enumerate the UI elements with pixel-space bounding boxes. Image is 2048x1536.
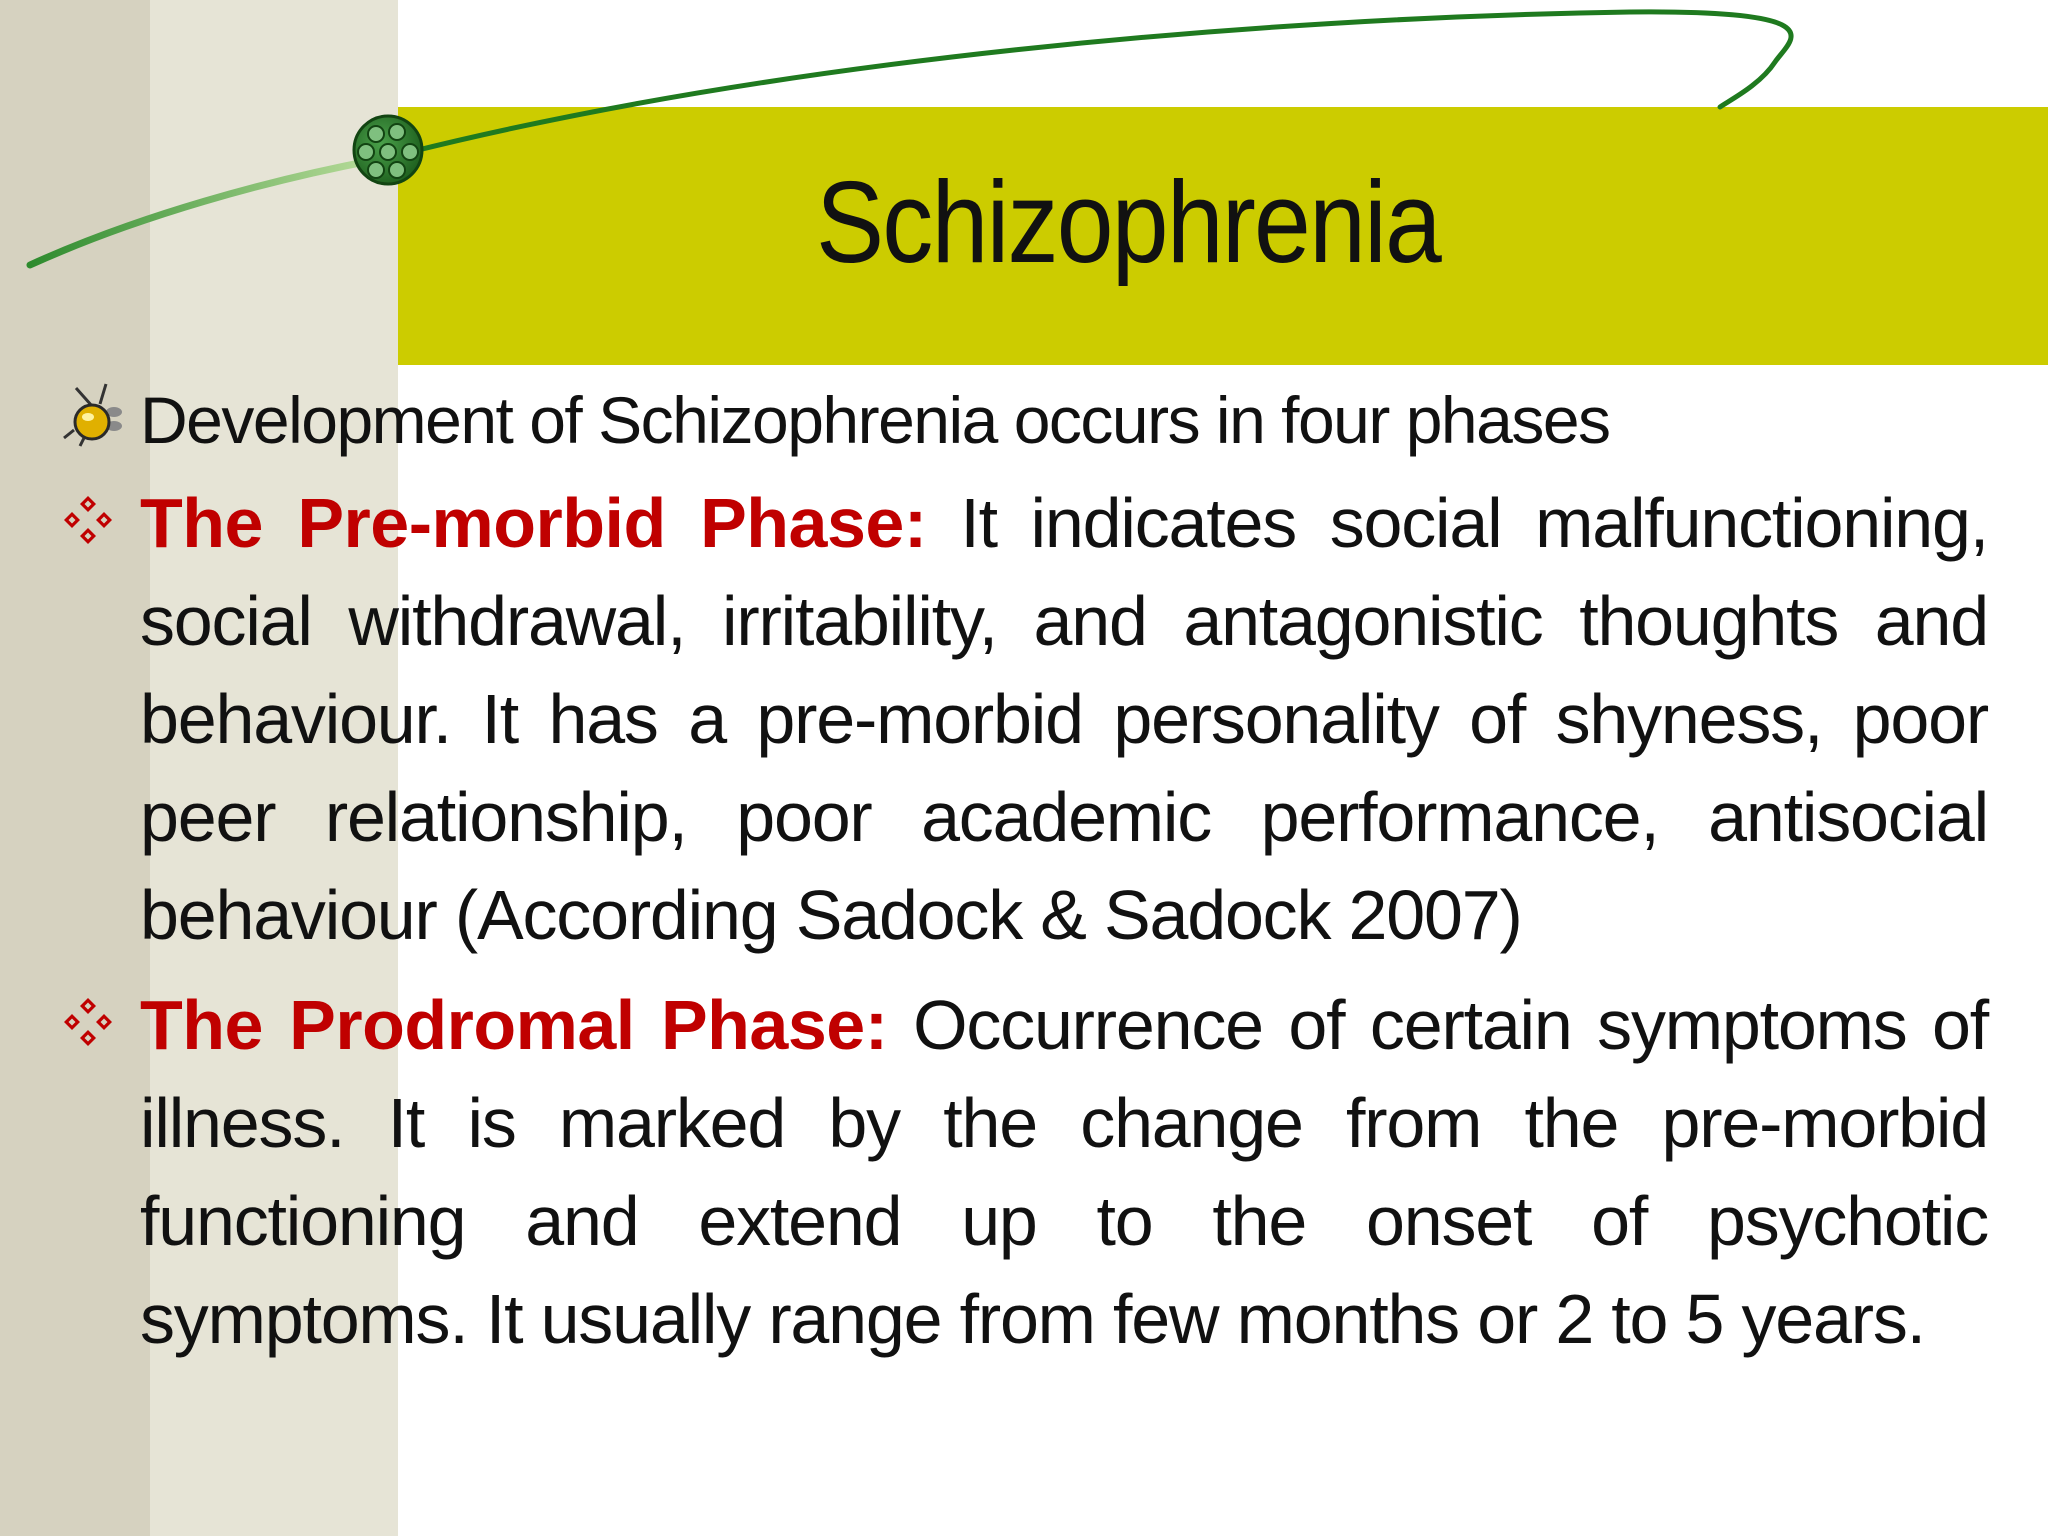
bee-icon: [62, 382, 126, 448]
four-diamond-icon: [62, 996, 114, 1048]
phase-item-pre-morbid: [62, 474, 1988, 964]
four-diamond-icon: [62, 494, 114, 546]
swoosh-arc: [410, 12, 1791, 152]
phase-text: Occurrence of certain symptoms of illness. It is marked by the change from the pre-morbid functioning and extend up to the onset of psychotic symptoms. It usually range from few months or 2 to 5 years.: [140, 986, 1989, 1358]
phase-item-prodromal: [62, 976, 1988, 1368]
slide-title: Schizophrenia: [815, 157, 1441, 287]
seed-pod-icon: [354, 116, 422, 184]
phase-text: It indicates social malfunctioning, social withdrawal, irritability, and antagonistic thoughts and behaviour. It has a pre-morbid personality of shyness, poor peer relationship, poor academic performance, antisocial behaviour (According Sadock & Sadock 2007): [140, 484, 1989, 954]
phase-label: The Pre-morbid Phase:: [140, 484, 927, 562]
phase-label: The Prodromal Phase:: [140, 986, 888, 1064]
intro-item: [62, 378, 1988, 462]
slide-content: [62, 378, 1988, 1380]
swoosh-tail: [30, 160, 375, 265]
intro-text: Development of Schizophrenia occurs in four phases: [140, 383, 1610, 457]
